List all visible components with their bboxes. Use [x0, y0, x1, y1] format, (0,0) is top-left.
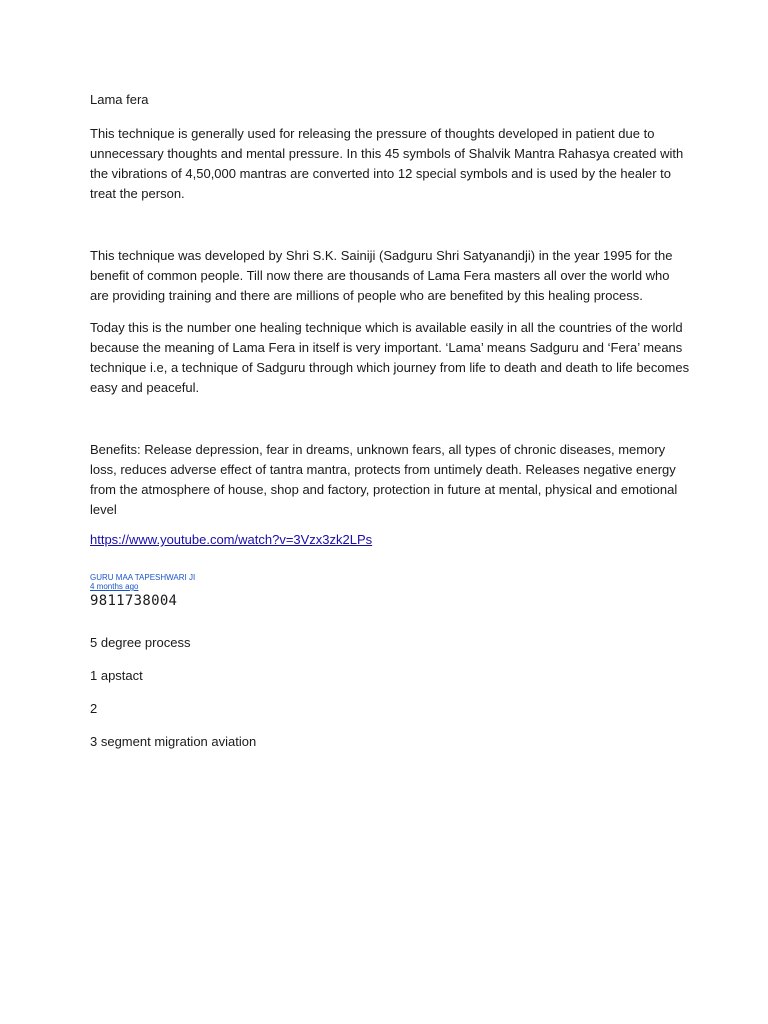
document-title: Lama fera — [90, 92, 149, 107]
spacer — [90, 410, 690, 440]
paragraph-meaning: Today this is the number one healing technique which is available easily in all the countries of the world because the meaning of Lama Fera in itself is very important. ‘Lama’ means Sadguru and ‘Fera’ means technique i.e, a technique of Sadguru through which journey from life to death and death to life becomes easy and peaceful. — [90, 320, 690, 395]
paragraph-history: This technique was developed by Shri S.K. Sainiji (Sadguru Shri Satyanandji) in the year 1995 for the benefit of common people. Till now there are thousands of Lama Fera masters all over the world who are providing training and there are millions of people who are benefited by this healing process. — [90, 248, 673, 303]
spacer — [90, 216, 690, 246]
phone-number: 9811738004 — [90, 593, 178, 609]
process-item: 1 apstact — [90, 668, 143, 683]
document-body — [90, 92, 690, 767]
process-heading: 5 degree process — [90, 635, 191, 650]
process-item: 2 — [90, 701, 98, 716]
comment-author[interactable]: GURU MAA TAPESHWARI JI — [90, 573, 196, 582]
process-item: 3 segment migration aviation — [90, 734, 257, 749]
paragraph-benefits: Benefits: Release depression, fear in dreams, unknown fears, all types of chronic diseases, memory loss, reduces adverse effect of tantra mantra, protects from untimely death. Releases negative energy from the atmosphere of house, shop and factory, protection in future at mental, physical and emotional level — [90, 442, 678, 517]
youtube-link[interactable]: https://www.youtube.com/watch?v=3Vzx3zk2LPs — [90, 532, 373, 547]
paragraph-intro: This technique is generally used for releasing the pressure of thoughts developed in patient due to unnecessary thoughts and mental pressure. In this 45 symbols of Shalvik Mantra Rahasya created with the vibrations of 4,50,000 mantras are converted into 12 special symbols and is used by the healer to treat the person. — [90, 126, 684, 201]
comment-time[interactable]: 4 months ago — [90, 582, 139, 591]
